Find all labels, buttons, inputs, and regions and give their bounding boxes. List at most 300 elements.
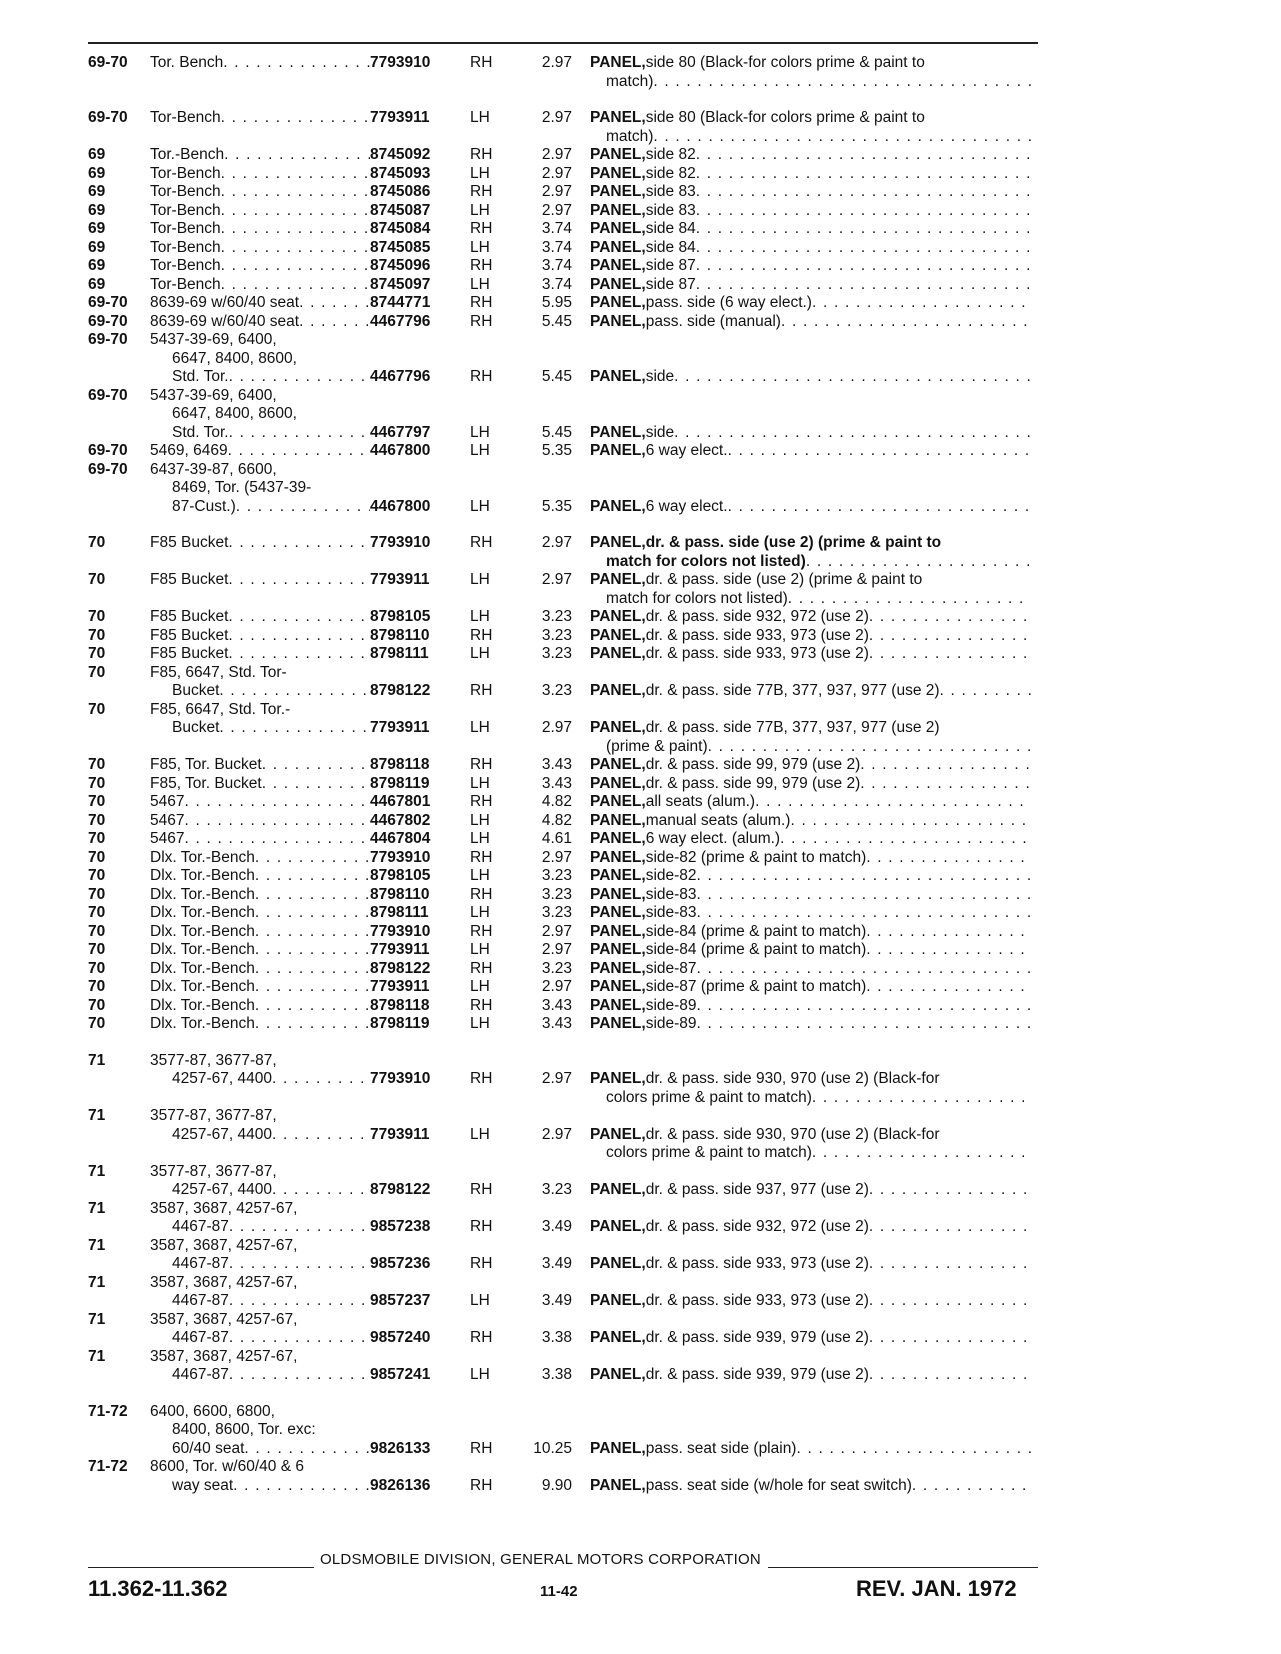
leader-dots (255, 904, 370, 923)
leader-dots (755, 793, 1031, 812)
application-text: 3587, 3687, 4257-67, (150, 1310, 298, 1328)
leader-dots (780, 830, 1031, 849)
application-line (150, 867, 370, 886)
part-number-text: 8798122 (370, 1181, 431, 1198)
description-line (590, 571, 1031, 590)
description-text: match for colors not listed) (606, 552, 806, 570)
application-line (150, 183, 370, 202)
part-number-text: 7793911 (370, 941, 430, 958)
leader-dots (299, 313, 370, 332)
catalog-row (88, 257, 1043, 276)
description-line (590, 1181, 1031, 1200)
leader-dots (788, 590, 1031, 609)
leader-dots (697, 960, 1031, 979)
price (508, 867, 582, 886)
side-designation (460, 202, 508, 221)
catalog-row (88, 1052, 1043, 1108)
model-years: 69 (88, 164, 106, 182)
application (150, 608, 370, 627)
price (508, 1163, 582, 1200)
panel-keyword: PANEL, (590, 183, 646, 200)
side-designation (460, 627, 508, 646)
description-text: dr. & pass. side 930, 970 (use 2) (Black-for (645, 1125, 940, 1143)
leader-dots (696, 146, 1031, 165)
application-line (150, 830, 370, 849)
price (508, 313, 582, 332)
application-text: 8600, Tor. w/60/40 & 6 (150, 1458, 304, 1475)
application (150, 664, 370, 701)
application-text: Tor-Bench (150, 164, 221, 182)
leader-dots (728, 442, 1031, 461)
application-text: Std. Tor. (172, 423, 229, 441)
application-text: F85 Bucket (150, 608, 229, 625)
application-line (150, 960, 370, 979)
description-line (590, 1440, 1031, 1459)
model-years: 70 (88, 534, 106, 551)
price (508, 1015, 582, 1034)
part-number (370, 54, 460, 91)
leader-dots (255, 886, 370, 905)
price (508, 239, 582, 258)
leader-dots (728, 498, 1031, 517)
catalog-row (88, 867, 1043, 886)
price-text: 5.95 (541, 294, 572, 311)
description-text: all seats (alum.) (645, 793, 756, 810)
price-text: 9.90 (541, 1476, 572, 1494)
description-text: side 84 (645, 220, 696, 237)
price-text: 2.97 (541, 941, 572, 958)
description-line (590, 165, 1031, 184)
model-years: 70 (88, 922, 106, 940)
application-text: Dlx. Tor.-Bench (150, 848, 255, 866)
price (508, 1200, 582, 1237)
application-line (150, 571, 370, 590)
leader-dots (860, 775, 1031, 794)
leader-dots (221, 276, 370, 295)
part-number-text: 9826133 (370, 1439, 431, 1457)
description-text: dr. & pass. side 939, 979 (use 2) (645, 1366, 869, 1383)
price (508, 793, 582, 812)
application-text: 5467 (150, 793, 185, 810)
description (582, 1200, 1031, 1237)
application-line (150, 461, 370, 480)
catalog-row (88, 1348, 1043, 1385)
description-line (590, 941, 1031, 960)
catalog-row (88, 1403, 1043, 1459)
application-text: F85 Bucket (150, 645, 229, 662)
description (582, 775, 1031, 794)
price (508, 645, 582, 664)
catalog-row (88, 1274, 1043, 1311)
part-number (370, 276, 460, 295)
application-line (150, 645, 370, 664)
catalog-row (88, 645, 1043, 664)
application-text: 8639-69 w/60/40 seat (150, 294, 300, 311)
application-line (150, 1107, 370, 1126)
leader-dots (869, 1329, 1031, 1348)
panel-keyword: PANEL, (590, 1292, 646, 1309)
price-text: 3.23 (541, 904, 572, 921)
side-text: RH (470, 682, 493, 699)
leader-dots (228, 645, 370, 664)
price (508, 257, 582, 276)
panel-keyword: PANEL, (590, 1015, 646, 1032)
side-designation (460, 941, 508, 960)
application-line (150, 313, 370, 332)
part-number-text: 8745085 (370, 238, 431, 256)
part-number (370, 239, 460, 258)
leader-dots (860, 756, 1031, 775)
application-text: 4257-67, 4400 (172, 1181, 272, 1198)
description (582, 886, 1031, 905)
side-designation (460, 923, 508, 942)
footer-page-number: 11-42 (540, 1583, 578, 1600)
price-text: 3.49 (541, 1292, 572, 1309)
part-number-text: 4467802 (370, 811, 431, 829)
side-text: RH (470, 1070, 493, 1087)
part-number-text: 4467801 (370, 793, 431, 810)
model-years: 69-70 (88, 442, 128, 459)
description (582, 701, 1031, 757)
description (582, 294, 1031, 313)
description-line (590, 738, 1031, 757)
catalog-row (88, 571, 1043, 608)
leader-dots (255, 867, 370, 886)
side-text: LH (470, 941, 490, 958)
leader-dots (796, 1440, 1031, 1459)
side-designation (460, 1107, 508, 1163)
description (582, 645, 1031, 664)
description-text: colors prime & paint to match) (606, 1088, 812, 1106)
application-line (150, 1163, 370, 1182)
description-text: dr. & pass. side 932, 972 (use 2) (645, 608, 869, 625)
part-number-text: 8745092 (370, 146, 431, 163)
model-years: 70 (88, 608, 106, 625)
side-designation (460, 1200, 508, 1237)
description (582, 461, 1031, 517)
description-line (590, 368, 1031, 387)
application-text: F85 Bucket (150, 626, 229, 644)
side-text: RH (470, 1255, 493, 1272)
leader-dots (869, 645, 1031, 664)
side-designation (460, 830, 508, 849)
side-designation (460, 960, 508, 979)
application-line (150, 1237, 370, 1256)
application-line (150, 1015, 370, 1034)
application-text: 3587, 3687, 4257-67, (150, 1273, 298, 1291)
application (150, 331, 370, 387)
application-text: Bucket (172, 719, 220, 736)
description-line (590, 424, 1031, 443)
application-text: Dlx. Tor.-Bench (150, 867, 255, 884)
price (508, 202, 582, 221)
part-number (370, 1311, 460, 1348)
price (508, 1311, 582, 1348)
model-years: 71 (88, 1273, 106, 1291)
application-line (150, 479, 370, 498)
part-number-text: 4467800 (370, 442, 431, 459)
description-text: dr. & pass. side 99, 979 (use 2) (645, 756, 861, 773)
description-text: dr. & pass. side 933, 973 (use 2) (645, 1255, 869, 1272)
application-line (150, 756, 370, 775)
price-text: 3.43 (541, 774, 572, 792)
side-designation (460, 701, 508, 757)
application-text: 4467-87 (172, 1366, 229, 1383)
application-line (150, 941, 370, 960)
application-text: 4467-87 (172, 1292, 229, 1309)
model-years: 70 (88, 700, 106, 718)
description-line (590, 1366, 1031, 1385)
leader-dots (184, 830, 370, 849)
leader-dots (272, 1181, 370, 1200)
price (508, 442, 582, 461)
panel-keyword: PANEL, (590, 109, 646, 126)
panel-keyword: PANEL, (590, 959, 646, 977)
application (150, 146, 370, 165)
application-text: Dlx. Tor.-Bench (150, 959, 255, 977)
leader-dots (869, 1366, 1031, 1385)
application-line (150, 775, 370, 794)
description-line (590, 183, 1031, 202)
part-number (370, 830, 460, 849)
description (582, 534, 1031, 571)
side-text: RH (470, 368, 493, 385)
price (508, 923, 582, 942)
description (582, 146, 1031, 165)
part-number (370, 849, 460, 868)
description-line (590, 553, 1031, 572)
catalog-row (88, 1237, 1043, 1274)
part-number (370, 1107, 460, 1163)
part-number-text: 8798105 (370, 867, 431, 884)
application (150, 202, 370, 221)
catalog-row (88, 978, 1043, 997)
application-line (150, 1274, 370, 1293)
leader-dots (255, 960, 370, 979)
part-number-text: 7793910 (370, 922, 431, 940)
description-spacer (590, 1237, 1031, 1256)
side-text: LH (470, 497, 490, 515)
side-text: RH (470, 1218, 493, 1235)
description (582, 331, 1031, 387)
application-text: 5467 (150, 830, 185, 847)
part-number (370, 923, 460, 942)
leader-dots (696, 276, 1031, 295)
application-text: 8639-69 w/60/40 seat (150, 312, 300, 330)
application (150, 904, 370, 923)
price (508, 1107, 582, 1163)
application-text: way seat (172, 1476, 234, 1494)
side-text: RH (470, 1439, 493, 1457)
price (508, 812, 582, 831)
part-number (370, 904, 460, 923)
panel-keyword: PANEL, (590, 626, 646, 644)
part-number-text: 7793911 (370, 719, 430, 736)
application (150, 960, 370, 979)
description-spacer (590, 664, 1031, 683)
part-number-text: 7793911 (370, 571, 430, 588)
application (150, 1200, 370, 1237)
part-number-text: 8798118 (370, 756, 430, 773)
application-text: Tor-Bench (150, 220, 221, 237)
model-years: 69 (88, 220, 106, 237)
description-text: 6 way elect. (645, 497, 728, 515)
panel-keyword: PANEL, (590, 941, 646, 958)
description-line (590, 534, 1031, 553)
part-number (370, 571, 460, 608)
price (508, 146, 582, 165)
side-designation (460, 664, 508, 701)
description (582, 664, 1031, 701)
part-number (370, 1274, 460, 1311)
part-number (370, 1163, 460, 1200)
description (582, 276, 1031, 295)
part-number (370, 886, 460, 905)
application-line (150, 701, 370, 720)
catalog-row (88, 1458, 1043, 1495)
top-rule (88, 42, 1038, 44)
side-text: RH (470, 54, 493, 71)
description-text: dr. & pass. side 99, 979 (use 2) (645, 774, 861, 792)
application-text: Tor-Bench (150, 109, 221, 126)
leader-dots (812, 1089, 1031, 1108)
price (508, 183, 582, 202)
part-number-text: 4467800 (370, 497, 431, 515)
price-text: 2.97 (541, 534, 572, 551)
side-text: LH (470, 238, 490, 256)
description (582, 387, 1031, 443)
catalog-row (88, 183, 1043, 202)
footer-division-line (88, 1551, 1038, 1571)
application-text: 6400, 6600, 6800, (150, 1402, 275, 1420)
side-text: LH (470, 608, 490, 625)
description-line (590, 1089, 1031, 1108)
part-number (370, 1237, 460, 1274)
parts-catalog-table (88, 54, 1043, 1495)
side-text: LH (470, 904, 490, 921)
model-years: 71 (88, 1236, 106, 1254)
price (508, 220, 582, 239)
description (582, 183, 1031, 202)
side-text: LH (470, 867, 490, 884)
description-spacer (590, 405, 1031, 424)
leader-dots (219, 719, 370, 738)
application-line (150, 146, 370, 165)
panel-keyword: PANEL, (590, 793, 646, 810)
catalog-row (88, 276, 1043, 295)
description-text: side-83 (645, 904, 697, 921)
side-designation (460, 886, 508, 905)
panel-keyword: PANEL, (590, 774, 646, 792)
application (150, 1274, 370, 1311)
description (582, 1163, 1031, 1200)
application-line (150, 978, 370, 997)
side-text: RH (470, 257, 493, 274)
side-text: RH (470, 1181, 493, 1198)
model-years: 69 (88, 183, 106, 200)
side-designation (460, 849, 508, 868)
part-number (370, 220, 460, 239)
description-text: pass. side (manual) (645, 312, 781, 330)
catalog-row (88, 775, 1043, 794)
price-text: 2.97 (541, 848, 572, 866)
price (508, 1052, 582, 1108)
application-line (150, 424, 370, 443)
leader-dots (653, 128, 1031, 147)
price-text: 2.97 (541, 719, 572, 736)
price (508, 608, 582, 627)
description (582, 923, 1031, 942)
application-text: Tor-Bench (150, 201, 221, 219)
part-number (370, 701, 460, 757)
side-designation (460, 1311, 508, 1348)
catalog-row (88, 830, 1043, 849)
part-number (370, 775, 460, 794)
side-designation (460, 183, 508, 202)
application-line (150, 1255, 370, 1274)
catalog-row (88, 849, 1043, 868)
part-number-text: 8744771 (370, 294, 431, 311)
side-designation (460, 54, 508, 91)
catalog-row (88, 904, 1043, 923)
leader-dots (221, 239, 370, 258)
application (150, 571, 370, 608)
side-text: LH (470, 1292, 490, 1309)
application-text: 3577-87, 3677-87, (150, 1162, 277, 1180)
description-line (590, 793, 1031, 812)
price-text: 2.97 (541, 183, 572, 200)
model-years: 70 (88, 571, 106, 588)
catalog-row (88, 960, 1043, 979)
panel-keyword: PANEL, (590, 294, 646, 311)
side-text: RH (470, 312, 493, 330)
part-number (370, 146, 460, 165)
application-line (150, 1218, 370, 1237)
leader-dots (184, 812, 370, 831)
model-years: 71 (88, 1107, 106, 1124)
description-line (590, 220, 1031, 239)
description (582, 165, 1031, 184)
application (150, 442, 370, 461)
description-line (590, 775, 1031, 794)
application (150, 923, 370, 942)
price-text: 3.38 (541, 1366, 572, 1383)
part-number-text: 7793911 (370, 1125, 430, 1143)
side-designation (460, 793, 508, 812)
description-text: side 83 (645, 201, 696, 219)
leader-dots (255, 923, 370, 942)
application-line (150, 1440, 370, 1459)
description-line (590, 1292, 1031, 1311)
model-years: 70 (88, 663, 106, 681)
price (508, 701, 582, 757)
leader-dots (221, 165, 370, 184)
leader-dots (219, 682, 370, 701)
description (582, 1274, 1031, 1311)
catalog-row (88, 793, 1043, 812)
price (508, 830, 582, 849)
part-number (370, 627, 460, 646)
application-text: F85 Bucket (150, 571, 229, 588)
application (150, 941, 370, 960)
part-number (370, 756, 460, 775)
application-line (150, 442, 370, 461)
application-text: Tor-Bench (150, 238, 221, 256)
model-years: 69-70 (88, 460, 128, 478)
application-text: Dlx. Tor.-Bench (150, 978, 255, 995)
application-text: Tor-Bench (150, 257, 221, 274)
catalog-row (88, 1015, 1043, 1034)
